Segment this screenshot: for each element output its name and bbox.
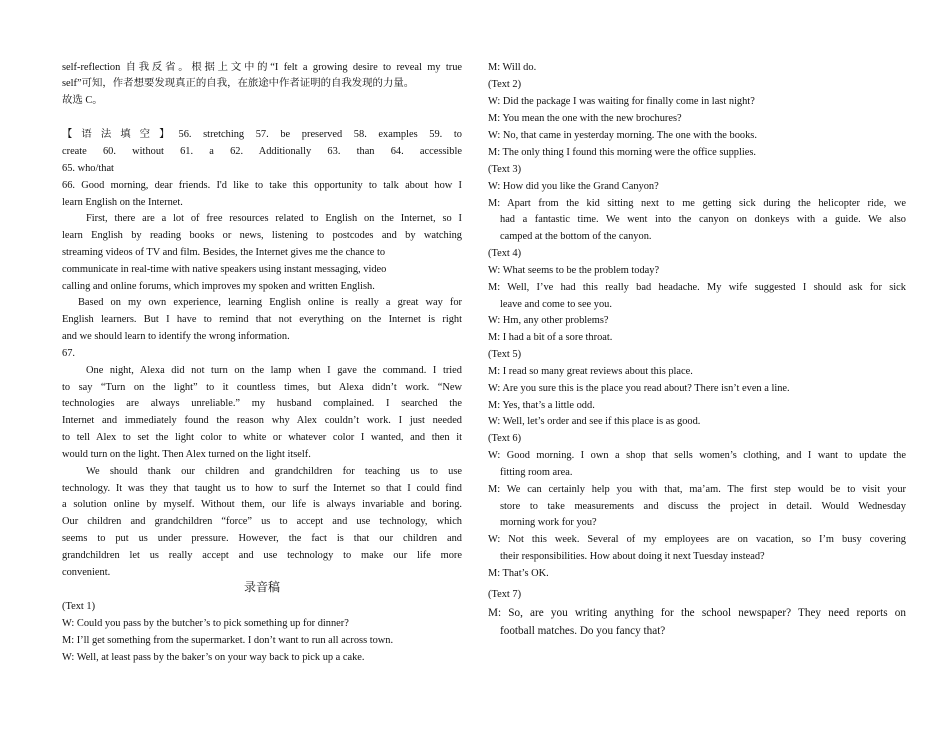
text-line: to say “Turn on the light” to it countless times, but Alexa didn’t work. “New: [62, 382, 462, 393]
text-line: M: I read so many great reviews about this place.: [488, 366, 693, 377]
text-line: One night, Alexa did not turn on the lamp when I gave the command. I tried: [86, 365, 462, 376]
text-line: 【语法填空】56. stretching 57. be preserved 58. examples 59. to: [62, 129, 462, 140]
text-line: technologies are always unreliable.” my husband complained. I searched the: [62, 398, 462, 409]
text-line: W: How did you like the Grand Canyon?: [488, 181, 659, 192]
text-line: communicate in real-time with native speakers using instant messaging, video: [62, 264, 387, 275]
text-line: We should thank our children and grandchildren for teaching us to use: [86, 466, 462, 477]
text-line: 65. who/that: [62, 163, 114, 174]
text-line: Internet and immediately found the reason why Alex couldn’t work. I just needed: [62, 415, 462, 426]
text-line: grandchildren let us really accept and use technology to make our life more: [62, 550, 462, 561]
text-line: M: I’ll get something from the supermarket. I don’t want to run all across town.: [62, 635, 394, 646]
text-line: W: Well, let’s order and see if this place is as good.: [488, 416, 701, 427]
text-line: (Text 7): [488, 589, 522, 600]
text-line: M: You mean the one with the new brochures?: [488, 113, 682, 124]
text-line: their responsibilities. How about doing it next Tuesday instead?: [500, 551, 765, 562]
text-line: W: What seems to be the problem today?: [488, 265, 660, 276]
text-line: (Text 5): [488, 349, 522, 360]
text-line: M: That’s OK.: [488, 568, 549, 579]
text-line: English learners. But I have to remind that not everything on the Internet is right: [62, 314, 462, 325]
text-line: football matches. Do you fancy that?: [500, 625, 666, 637]
text-line: M: Well, I’ve had this really bad headache. My wife suggested I should ask for sick: [488, 282, 906, 293]
text-line: W: Are you sure this is the place you read about? There isn’t even a line.: [488, 383, 790, 394]
text-line: camped at the bottom of the canyon.: [500, 231, 652, 242]
text-line: M: We can certainly help you with that, ma’am. The first step would be to visit your: [488, 484, 906, 495]
text-line: convenient.: [62, 567, 111, 578]
text-line: and we should learn to identify the wrong information.: [62, 331, 290, 342]
text-line: Based on my own experience, learning English online is really a great way for: [78, 297, 462, 308]
text-line: learn English on the Internet.: [62, 197, 183, 208]
text-line: technology. It was they that taught us to how to surf the Internet so that I could find: [62, 483, 462, 494]
text-line: 67.: [62, 348, 75, 359]
text-line: create 60. without 61. a 62. Additionally 63. than 64. accessible: [62, 146, 462, 157]
text-line: M: So, are you writing anything for the school newspaper? They need reports on: [488, 607, 906, 619]
text-line: leave and come to see you.: [500, 299, 612, 310]
text-line: W: Not this week. Several of my employees are on vacation, so I’m busy covering: [488, 534, 906, 545]
text-line: a solution online by myself. Without them, our life is always invariable and boring.: [62, 499, 462, 510]
text-line: W: Good morning. I own a shop that sells women’s clothing, and I want to update the: [488, 450, 906, 461]
text-line: self”可知，作者想要发现真正的自我，在旅途中作者证明的自我发现的力量。: [62, 78, 415, 89]
text-line: M: The only thing I found this morning were the office supplies.: [488, 147, 756, 158]
text-line: store to take measurements and discuss the project in detail. Would Wednesday: [500, 501, 906, 512]
text-line: W: Hm, any other problems?: [488, 315, 609, 326]
text-line: to tell Alex to set the light color to white or whatever color I wanted, and then it: [62, 432, 462, 443]
text-line: (Text 6): [488, 433, 522, 444]
text-line: calling and online forums, which improves my spoken and written English.: [62, 281, 375, 292]
text-line: W: Could you pass by the butcher’s to pick something up for dinner?: [62, 618, 349, 629]
text-line: fitting room area.: [500, 467, 573, 478]
text-line: W: No, that came in yesterday morning. The one with the books.: [488, 130, 757, 141]
text-line: M: Yes, that’s a little odd.: [488, 400, 595, 411]
text-line: M: Apart from the kid sitting next to me getting sick during the helicopter ride, we: [488, 198, 906, 209]
text-line: M: I had a bit of a sore throat.: [488, 332, 613, 343]
text-line: (Text 1): [62, 601, 96, 612]
text-line: morning work for you?: [500, 517, 597, 528]
text-line: 66. Good morning, dear friends. I'd like to take this opportunity to talk about how I: [62, 180, 462, 191]
text-line: would turn on the light. Then Alex turned on the light itself.: [62, 449, 311, 460]
text-line: streaming videos of TV and film. Besides, the Internet gives me the chance to: [62, 247, 386, 258]
transcript-heading: 录音稿: [243, 580, 280, 594]
text-line: (Text 4): [488, 248, 522, 259]
text-line: First, there are a lot of free resources related to English on the Internet, so I: [86, 213, 462, 224]
text-line: learn English by reading books or news, listening to postcodes and by watching: [62, 230, 462, 241]
text-line: had a fantastic time. We went into the canyon on donkeys with a guide. We also: [500, 214, 906, 225]
text-line: W: Did the package I was waiting for finally come in last night?: [488, 96, 755, 107]
text-line: W: Well, at least pass by the baker’s on your way back to pick up a cake.: [62, 652, 365, 663]
text-line: Our children and grandchildren “force” us to accept and use technology, which: [62, 516, 462, 527]
text-line: M: Will do.: [488, 62, 537, 73]
text-line: (Text 3): [488, 164, 522, 175]
text-line: self-reflection 自我反省。根据上文中的“I felt a growing desire to reveal my true: [62, 62, 462, 73]
text-line: (Text 2): [488, 79, 522, 90]
text-line: 故选 C。: [62, 95, 103, 106]
text-line: seems to put us under pressure. However, the fact is that our children and: [62, 533, 462, 544]
